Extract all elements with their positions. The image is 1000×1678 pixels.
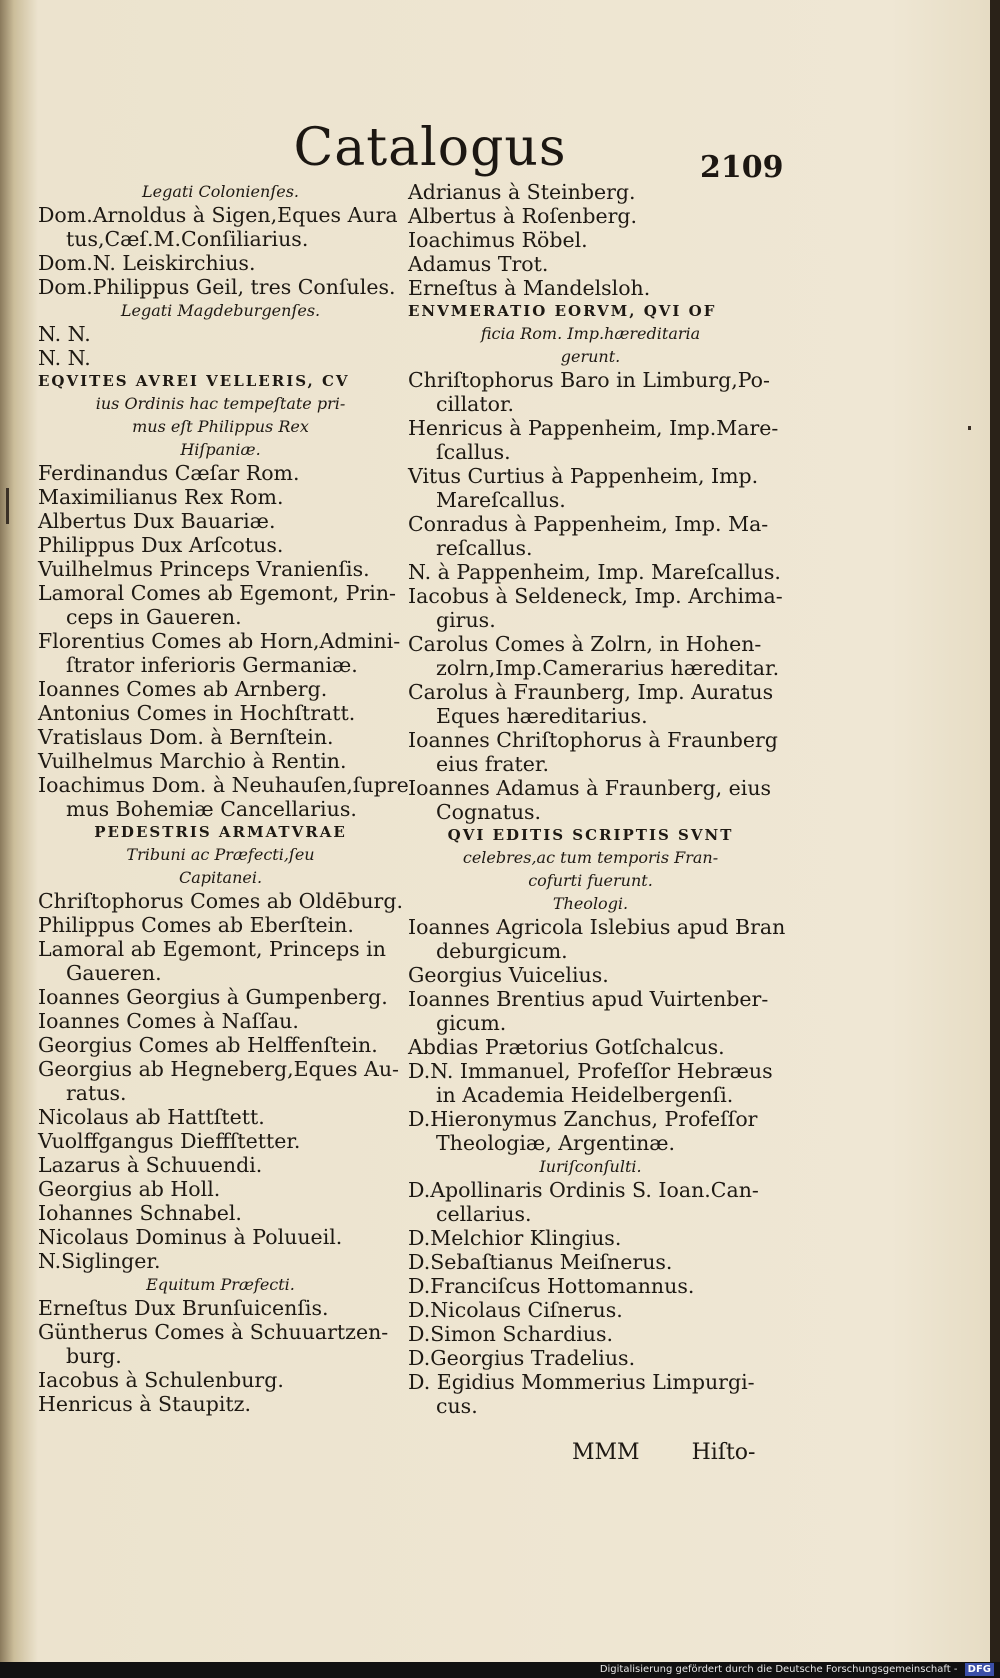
- entry-line: Georgius Vuicelius.: [408, 963, 609, 987]
- section-subheading: gerunt.: [560, 347, 621, 366]
- entry-line: Chriſtophorus Baro in Limburg,Po-: [408, 368, 770, 392]
- entry-line: Maximilianus Rex Rom.: [38, 485, 284, 509]
- entry-continuation: tus,Cæſ.M.Conſiliarius.: [66, 227, 309, 251]
- section-subheading: Tribuni ac Præfecti,ſeu: [126, 845, 315, 864]
- entry-continuation: girus.: [436, 608, 496, 632]
- entry-line: D.Georgius Tradelius.: [408, 1346, 636, 1370]
- entry-line: Erneſtus Dux Brunſuicenſis.: [38, 1296, 329, 1320]
- entry-line: Albertus à Roſenberg.: [408, 204, 638, 228]
- entry-line: Ioannes Adamus à Fraunberg, eius: [408, 776, 772, 800]
- entry-line: Ioannes Chriſtophorus à Fraunberg: [408, 728, 778, 752]
- entry-continuation: Gaueren.: [66, 961, 162, 985]
- entry-continuation: ratus.: [66, 1081, 127, 1105]
- entry-line: Dom.Arnoldus à Sigen,Eques Aura: [38, 203, 398, 227]
- entry-continuation: cus.: [436, 1394, 478, 1418]
- section-heading: QVI EDITIS SCRIPTIS SVNT: [447, 826, 734, 844]
- section-subheading: Capitanei.: [178, 868, 263, 887]
- entry-line: Vitus Curtius à Pappenheim, Imp.: [408, 464, 759, 488]
- entry-line: N.Siglinger.: [38, 1249, 161, 1273]
- entry-line: Adrianus à Steinberg.: [408, 180, 636, 204]
- entry-line: Nicolaus ab Hattſtett.: [38, 1105, 265, 1129]
- entry-line: D.Melchior Klingius.: [408, 1226, 622, 1250]
- section-subheading: Legati Magdeburgenſes.: [120, 301, 321, 320]
- entry-line: Ferdinandus Cæſar Rom.: [38, 461, 300, 485]
- entry-line: Conradus à Pappenheim, Imp. Ma-: [408, 512, 769, 536]
- entry-line: Dom.N. Leiskirchius.: [38, 251, 256, 275]
- entry-line: D.Simon Schardius.: [408, 1322, 613, 1346]
- entry-line: D.Apollinaris Ordinis S. Ioan.Can-: [408, 1178, 759, 1202]
- entry-line: Philippus Dux Arſcotus.: [38, 533, 284, 557]
- entry-line: Georgius ab Holl.: [38, 1177, 221, 1201]
- entry-continuation: Eques hæreditarius.: [436, 704, 648, 728]
- entry-line: Philippus Comes ab Eberſtein.: [38, 913, 354, 937]
- entry-line: Chriſtophorus Comes ab Oldēburg.: [38, 889, 403, 913]
- entry-line: Vuilhelmus Marchio à Rentin.: [38, 749, 347, 773]
- entry-line: D.Hieronymus Zanchus, Profeſſor: [408, 1107, 758, 1131]
- entry-continuation: reſcallus.: [436, 536, 533, 560]
- entry-line: Lazarus à Schuuendi.: [38, 1153, 263, 1177]
- entry-line: Güntherus Comes à Schuuartzen-: [38, 1320, 389, 1344]
- dfg-logo: DFG: [965, 1663, 994, 1676]
- entry-line: D.Nicolaus Ciſnerus.: [408, 1298, 623, 1322]
- left-column: [38, 180, 409, 1416]
- section-subheading: Legati Colonienſes.: [141, 182, 299, 201]
- entry-line: N. N.: [38, 346, 91, 370]
- section-subheading: ficia Rom. Imp.hæreditaria: [480, 324, 701, 343]
- section-subheading: Iuriſconſulti.: [539, 1157, 642, 1176]
- entry-line: N. à Pappenheim, Imp. Mareſcallus.: [408, 560, 781, 584]
- section-subheading: cofurti fuerunt.: [528, 871, 653, 890]
- entry-line: Georgius ab Hegneberg,Eques Au-: [38, 1057, 399, 1081]
- entry-line: Ioannes Comes à Naſſau.: [38, 1009, 299, 1033]
- entry-continuation: mus Bohemiæ Cancellarius.: [66, 797, 357, 821]
- entry-line: Nicolaus Dominus à Poluueil.: [38, 1225, 343, 1249]
- entry-line: Ioannes Agricola Islebius apud Bran: [408, 915, 786, 939]
- section-heading: EQVITES AVREI VELLERIS, CV: [38, 372, 350, 390]
- section-subheading: Theologi.: [552, 894, 629, 913]
- entry-line: Dom.Philippus Geil, tres Conſules.: [38, 275, 396, 299]
- digitization-footer: [0, 1662, 1000, 1678]
- entry-continuation: ſcallus.: [436, 440, 511, 464]
- section-subheading: Equitum Præfecti.: [146, 1275, 295, 1294]
- catchword: Hiſto-: [691, 1440, 756, 1465]
- catchword-line: [572, 1440, 755, 1465]
- entry-continuation: in Academia Heidelbergenſi.: [436, 1083, 734, 1107]
- entry-continuation: gicum.: [436, 1011, 507, 1035]
- entry-line: D. Egidius Mommerius Limpurgi-: [408, 1370, 755, 1394]
- entry-continuation: ſtrator inferioris Germaniæ.: [66, 653, 358, 677]
- page-number: 2109: [700, 150, 784, 185]
- margin-mark: [6, 488, 9, 524]
- entry-line: D.N. Immanuel, Profeſſor Hebræus: [408, 1059, 773, 1083]
- entry-continuation: cillator.: [436, 392, 515, 416]
- entry-line: Vuolffgangus Dieffſtetter.: [38, 1129, 301, 1153]
- footer-text: Digitalisierung gefördert durch die Deutsche Forschungsgemeinschaft -: [599, 1664, 958, 1675]
- entry-continuation: zolrn,Imp.Camerarius hæreditar.: [436, 656, 780, 680]
- entry-continuation: deburgicum.: [436, 939, 568, 963]
- entry-line: Henricus à Staupitz.: [38, 1392, 251, 1416]
- entry-line: Ioannes Georgius à Gumpenberg.: [38, 985, 388, 1009]
- entry-line: Albertus Dux Bauariæ.: [38, 509, 276, 533]
- right-column: [408, 180, 786, 1418]
- entry-line: Ioannes Comes ab Arnberg.: [38, 677, 328, 701]
- entry-line: Erneſtus à Mandelsloh.: [408, 276, 651, 300]
- signature-mark: MMM: [572, 1440, 640, 1465]
- entry-line: Ioachimus Dom. à Neuhauſen,ſupre: [38, 773, 409, 797]
- entry-continuation: eius frater.: [436, 752, 549, 776]
- entry-continuation: Cognatus.: [436, 800, 542, 824]
- entry-line: Henricus à Pappenheim, Imp.Mare-: [408, 416, 779, 440]
- section-subheading: Hiſpaniæ.: [180, 440, 261, 459]
- entry-line: D.Franciſcus Hottomannus.: [408, 1274, 695, 1298]
- entry-line: Antonius Comes in Hochſtratt.: [38, 701, 356, 725]
- entry-line: Florentius Comes ab Horn,Admini-: [38, 629, 401, 653]
- entry-line: Iacobus à Schulenburg.: [38, 1368, 284, 1392]
- speck-mark: [968, 426, 971, 430]
- entry-line: Ioachimus Röbel.: [408, 228, 588, 252]
- section-heading: ENVMERATIO EORVM, QVI OF: [408, 302, 717, 320]
- entry-line: Adamus Trot.: [408, 252, 549, 276]
- entry-line: Iohannes Schnabel.: [38, 1201, 242, 1225]
- entry-line: Vuilhelmus Princeps Vranienſis.: [38, 557, 370, 581]
- entry-continuation: cellarius.: [436, 1202, 532, 1226]
- entry-continuation: burg.: [66, 1344, 122, 1368]
- section-subheading: mus eſt Philippus Rex: [132, 417, 309, 436]
- entry-line: Vratislaus Dom. à Bernſtein.: [38, 725, 334, 749]
- section-subheading: celebres,ac tum temporis Fran-: [462, 848, 719, 867]
- entry-line: Georgius Comes ab Helffenſtein.: [38, 1033, 378, 1057]
- entry-line: Lamoral ab Egemont, Princeps in: [38, 937, 386, 961]
- entry-line: Iacobus à Seldeneck, Imp. Archima-: [408, 584, 783, 608]
- page-title: Catalogus: [293, 118, 567, 178]
- section-heading: PEDESTRIS ARMATVRAE: [94, 823, 347, 841]
- entry-line: Lamoral Comes ab Egemont, Prin-: [38, 581, 396, 605]
- entry-line: Abdias Prætorius Gotſchalcus.: [408, 1035, 725, 1059]
- entry-continuation: ceps in Gaueren.: [66, 605, 242, 629]
- entry-line: D.Sebaſtianus Meiſnerus.: [408, 1250, 673, 1274]
- entry-continuation: Mareſcallus.: [436, 488, 566, 512]
- entry-line: Carolus à Fraunberg, Imp. Auratus: [408, 680, 774, 704]
- section-subheading: ius Ordinis hac tempeſtate pri-: [95, 394, 346, 413]
- entry-line: Carolus Comes à Zolrn, in Hohen-: [408, 632, 762, 656]
- entry-line: N. N.: [38, 322, 91, 346]
- entry-line: Ioannes Brentius apud Vuirtenber-: [408, 987, 769, 1011]
- entry-continuation: Theologiæ, Argentinæ.: [436, 1131, 676, 1155]
